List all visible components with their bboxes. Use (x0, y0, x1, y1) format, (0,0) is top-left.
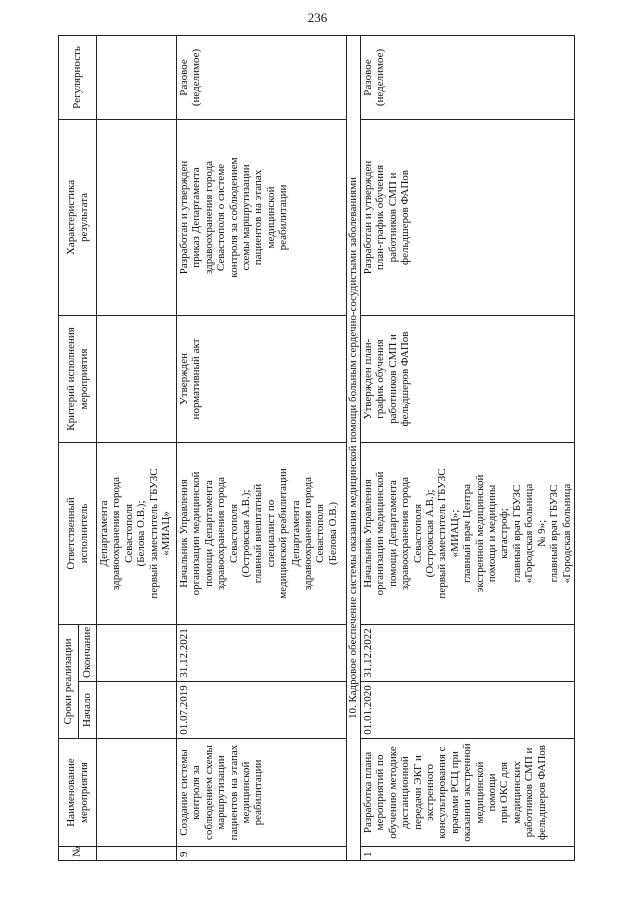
row-9-result: Разработан и утвержден приказ Департамента здравоохранения города Севастополя о системе контроля за соблюдением схемы маршрутизации пациентов на этапах медицинской реабилитации (177, 119, 347, 315)
header-end: Окончание (79, 624, 97, 681)
rotated-table-container (58, 36, 573, 861)
header-responsible: Ответственный исполнитель (59, 442, 97, 624)
row-9-num: 9 (177, 847, 347, 861)
row-1-end: 31.12.2022 (361, 624, 575, 681)
page-number: 236 (307, 10, 328, 25)
row-9-criterion: Утвержден нормативный акт (177, 315, 347, 442)
header-num: № (59, 847, 97, 861)
row-cont-end (97, 624, 177, 681)
table-row (177, 35, 347, 860)
header-name: Наименование мероприятия (59, 739, 97, 847)
header-row-1 (59, 35, 79, 860)
row-1-start: 01.01.2020 (361, 682, 575, 739)
row-1-name: Разработка плана мероприятий по обучению методике дистанционной передачи ЭКГ и экстренного консультирования с врачами РСЦ при оказании экстренной медицинской помощи при ОКС для медицинских работников СМП и фельдшеров ФАПов (361, 739, 575, 847)
row-cont-responsible: Департамента здравоохранения города Севастополя (Белова О.В.); первый заместитель ГБУЗС «МИАЦ» (97, 442, 177, 624)
row-9-responsible: Начальник Управления организации медицинской помощи Департамента здравоохранения города Севастополя (Островская А.В.); главный внештатный специалист по медицинской реабилитации Департамента здравоохранения города Севастополя (Белова О.В.) (177, 442, 347, 624)
section-10-title: 10. Кадровое обеспечение системы оказания медицинской помощи больным сердечно-сосудистыми заболеваниями (347, 35, 361, 860)
row-cont-regularity (97, 35, 177, 119)
header-dates: Сроки реализации (59, 624, 79, 738)
header-regularity: Регулярность (59, 35, 97, 119)
row-cont-criterion (97, 315, 177, 442)
row-cont-start (97, 682, 177, 739)
action-plan-table (58, 35, 575, 861)
row-1-result: Разработан и утвержден план-график обучения работников СМП и фельдшеров ФАПов (361, 119, 575, 315)
row-1-criterion: Утвержден план- график обучения работников СМП и фельдшеров ФАПов (361, 315, 575, 442)
section-header-row (347, 35, 361, 860)
row-1-num: 1 (361, 847, 575, 861)
row-9-end: 31.12.2021 (177, 624, 347, 681)
table-row (361, 35, 575, 860)
table-area (58, 36, 573, 861)
row-cont-name (97, 739, 177, 847)
row-cont-result (97, 119, 177, 315)
row-9-start: 01.07.2019 (177, 682, 347, 739)
row-9-regularity: Разовое (неделимое) (177, 35, 347, 119)
row-1-responsible: Начальник Управления организации медицинской помощи Департамента здравоохранения города Севастополя (Островская А.В.); первый заместитель ГБУЗС «МИАЦ»; главный врач Центра экстренной медицинской помощи и медицины катастроф; главный врач ГБУЗС «Городская больница № 9»; главный врач ГБУЗС «Городская больница (361, 442, 575, 624)
table-row (97, 35, 177, 860)
row-9-name: Создание системы контроля за соблюдением схемы маршрутизации пациентов на этапах медицинской реабилитации (177, 739, 347, 847)
row-cont-num (97, 847, 177, 861)
header-criterion: Критерий исполнения мероприятия (59, 315, 97, 442)
header-start: Начало (79, 682, 97, 739)
row-1-regularity: Разовое (неделимое) (361, 35, 575, 119)
header-result: Характеристика результата (59, 119, 97, 315)
